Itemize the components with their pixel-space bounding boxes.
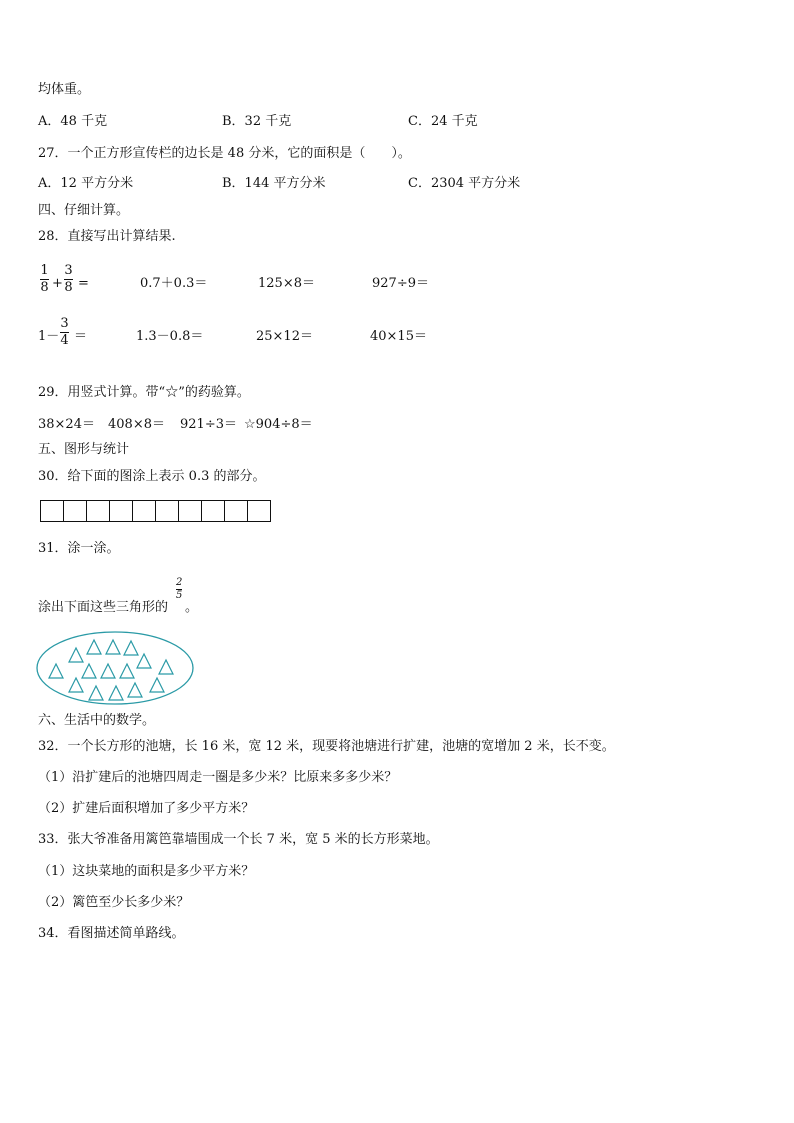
triangle-shape[interactable] xyxy=(69,678,83,692)
q33-sub-2: （2）篱笆至少长多少米？ xyxy=(38,895,190,910)
q29-title: 29．用竖式计算。带“☆”的药验算。 xyxy=(38,385,250,400)
q26-option-a: A．48 千克 xyxy=(38,114,108,129)
q26-option-b: B．32 千克 xyxy=(222,114,292,129)
triangle-shape[interactable] xyxy=(49,664,63,678)
triangle-group xyxy=(49,640,173,700)
triangle-shape[interactable] xyxy=(124,641,138,655)
q27-option-c: C．2304 平方分米 xyxy=(408,176,521,191)
triangle-shape[interactable] xyxy=(137,654,151,668)
q28-r2-expr-4: 40×15＝ xyxy=(370,329,427,344)
triangle-shape[interactable] xyxy=(150,678,164,692)
q28-r2-expr-2: 1.3－0.8＝ xyxy=(136,329,204,344)
numerator: 2 xyxy=(176,577,183,588)
strip-cell[interactable] xyxy=(178,500,202,522)
q32-question: 32．一个长方形的池塘，长 16 米，宽 12 米，现要将池塘进行扩建，池塘的宽增加 2 米，长不变。 xyxy=(38,739,615,754)
triangle-shape[interactable] xyxy=(89,686,103,700)
q32-sub-2: （2）扩建后面积增加了多少平方米？ xyxy=(38,801,255,816)
q27-option-a: A．12 平方分米 xyxy=(38,176,134,191)
q31-title: 31．涂一涂。 xyxy=(38,541,120,556)
strip-cell[interactable] xyxy=(224,500,248,522)
q28-r2-fraction xyxy=(60,317,69,348)
q29-item-3: 921÷3＝ xyxy=(180,417,237,432)
denominator: 8 xyxy=(64,280,73,295)
q28-r1-fraction-a xyxy=(40,264,49,295)
strip-cell[interactable] xyxy=(109,500,133,522)
q28-r2-lead: 1－ xyxy=(38,329,60,344)
q28-r1-plus: + xyxy=(52,276,63,291)
q29-item-1: 38×24＝ xyxy=(38,417,95,432)
q27-option-b: B．144 平方分米 xyxy=(222,176,326,191)
strip-cell[interactable] xyxy=(86,500,110,522)
triangle-shape[interactable] xyxy=(87,640,101,654)
triangle-shape[interactable] xyxy=(120,664,134,678)
triangle-shape[interactable] xyxy=(101,664,115,678)
q31-fraction xyxy=(176,578,182,601)
triangle-shape[interactable] xyxy=(82,664,96,678)
q27-question: 27．一个正方形宣传栏的边长是 48 分米，它的面积是（ ）。 xyxy=(38,146,411,161)
q28-r1-expr-4: 927÷9＝ xyxy=(372,276,429,291)
denominator: 5 xyxy=(176,590,183,601)
q31-instruction-end: 。 xyxy=(185,600,199,615)
numerator: 3 xyxy=(60,316,69,331)
q28-r1-expr-2: 0.7＋0.3＝ xyxy=(140,276,208,291)
q30-tenths-strip xyxy=(40,500,271,522)
q31-instruction-text: 涂出下面这些三角形的 xyxy=(38,600,169,615)
q29-item-4: ☆904÷8＝ xyxy=(244,417,313,432)
strip-cell[interactable] xyxy=(40,500,64,522)
q30-title: 30．给下面的图涂上表示 0.3 的部分。 xyxy=(38,469,266,484)
triangle-shape[interactable] xyxy=(109,686,123,700)
denominator: 4 xyxy=(60,333,69,348)
strip-cell[interactable] xyxy=(247,500,271,522)
q28-r2-expr-3: 25×12＝ xyxy=(256,329,313,344)
q31-triangle-ellipse-figure xyxy=(36,630,196,706)
strip-cell[interactable] xyxy=(132,500,156,522)
numerator: 1 xyxy=(40,263,49,278)
triangle-shape[interactable] xyxy=(159,660,173,674)
section-6-heading: 六、生活中的数学。 xyxy=(38,713,156,728)
q34-question: 34．看图描述简单路线。 xyxy=(38,926,185,941)
triangle-shape[interactable] xyxy=(106,640,120,654)
numerator: 3 xyxy=(64,263,73,278)
strip-cell[interactable] xyxy=(155,500,179,522)
q28-r2-equals: ＝ xyxy=(74,329,88,344)
denominator: 8 xyxy=(40,280,49,295)
q28-title: 28．直接写出计算结果. xyxy=(38,229,176,244)
q33-sub-1: （1）这块菜地的面积是多少平方米？ xyxy=(38,864,255,879)
q28-r1-equals: = xyxy=(78,276,89,291)
triangle-shape[interactable] xyxy=(128,683,142,697)
q32-sub-1: （1）沿扩建后的池塘四周走一圈是多少米？比原来多多少米？ xyxy=(38,770,398,785)
strip-cell[interactable] xyxy=(63,500,87,522)
q29-item-2: 408×8＝ xyxy=(108,417,165,432)
q33-question: 33．张大爷准备用篱笆靠墙围成一个长 7 米，宽 5 米的长方形菜地。 xyxy=(38,832,439,847)
q26-option-c: C．24 千克 xyxy=(408,114,478,129)
q28-r1-expr-3: 125×8＝ xyxy=(258,276,315,291)
section-5-heading: 五、图形与统计 xyxy=(38,442,130,457)
q26-tail-text: 均体重。 xyxy=(38,82,91,97)
q31-instruction xyxy=(38,600,168,616)
q28-r1-fraction-b xyxy=(64,264,73,295)
section-4-heading: 四、仔细计算。 xyxy=(38,203,130,218)
strip-cell[interactable] xyxy=(201,500,225,522)
triangle-shape[interactable] xyxy=(69,648,83,662)
